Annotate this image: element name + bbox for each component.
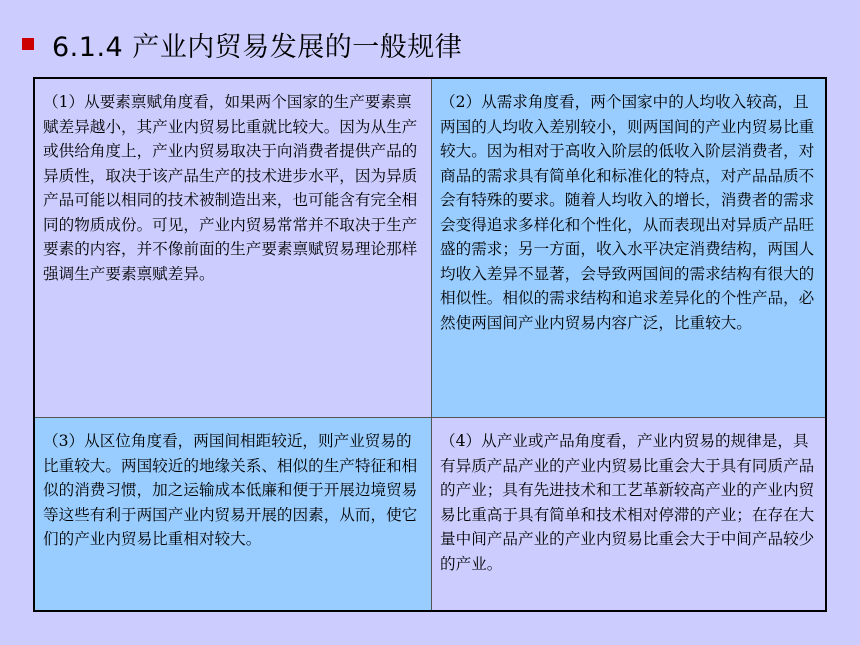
slide-title: 6.1.4 产业内贸易发展的一般规律	[52, 31, 463, 63]
title-row	[22, 24, 462, 64]
cell-demand: （2）从需求角度看，两个国家中的人均收入较高，且两国的人均收入差别较小，则两国间的产业内贸易比重较大。因为相对于高收入阶层的低收入阶层消费者，对商品的需求具有简单化和标准化的特点，对产品品质不会有特殊的要求。随着人均收入的增长，消费者的需求会变得追求多样化和个性化，从而表现出对异质产品旺盛的需求；另一方面，收入水平决定消费结构，两国人均收入差异不显著，会导致两国间的需求结构有很大的相似性。相似的需求结构和追求差异化的个性产品，必然使两国间产业内贸易内容广泛，比重较大。	[432, 79, 825, 418]
content-table	[33, 77, 827, 612]
cell-industry-product: （4）从产业或产品角度看，产业内贸易的规律是，具有异质产品产业的产业内贸易比重会大于具有同质产品的产业；具有先进技术和工艺革新较高产业的产业内贸易比重高于具有简单和技术相对停滞的产业；在存在大量中间产品产业的产业内贸易比重会大于中间产品较少的产业。	[432, 418, 825, 610]
cell-location: （3）从区位角度看，两国间相距较近，则产业贸易的比重较大。两国较近的地缘关系、相似的生产特征和相似的消费习惯，加之运输成本低廉和便于开展边境贸易等这些有利于两国产业内贸易开展的因素，从而，使它们的产业内贸易比重相对较大。	[35, 418, 432, 610]
cell-factor-endowment: （1）从要素禀赋角度看，如果两个国家的生产要素禀赋差异越小，其产业内贸易比重就比较大。因为从生产或供给角度上，产业内贸易取决于向消费者提供产品的异质性，取决于该产品生产的技术进步水平，因为异质产品可能以相同的技术被制造出来，也可能含有完全相同的物质成份。可见，产业内贸易常常并不取决于生产要素的内容，并不像前面的生产要素禀赋贸易理论那样强调生产要素禀赋差异。	[35, 79, 432, 418]
square-bullet-icon	[22, 38, 34, 50]
